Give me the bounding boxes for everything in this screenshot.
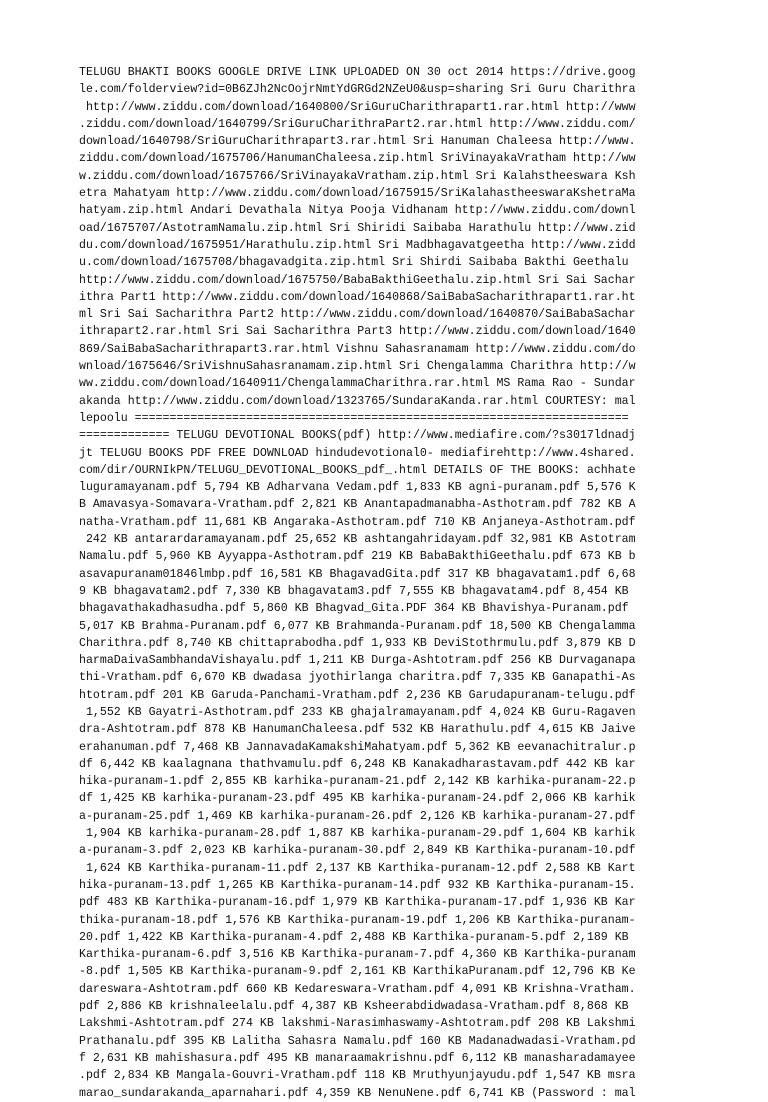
document-text-line: bhagavathakadhasudha.pdf 5,860 KB Bhagvad_Gita.PDF 364 KB Bhavishya-Puranam.pdf [79, 602, 629, 616]
document-text-line: Charithra.pdf 8,740 KB chittaprabodha.pdf 1,933 KB DeviStothrmulu.pdf 3,879 KB D [79, 636, 636, 650]
document-text-line: Karthika-puranam-6.pdf 3,516 KB Karthika-puranam-7.pdf 4,360 KB Karthika-puranam [79, 948, 636, 962]
document-text-line: ml Sri Sai Sacharithra Part2 http://www.ziddu.com/download/1640870/SaiBabaSachar [79, 308, 636, 322]
document-text-line: hika-puranam-1.pdf 2,855 KB karhika-puranam-21.pdf 2,142 KB karhika-puranam-22.p [79, 775, 636, 789]
document-text-line: htotram.pdf 201 KB Garuda-Panchami-Vratham.pdf 2,236 KB Garudapuranam-telugu.pdf [79, 688, 636, 702]
document-text-line: 9 KB bhagavatam2.pdf 7,330 KB bhagavatam3.pdf 7,555 KB bhagavatam4.pdf 8,454 KB [79, 584, 629, 598]
document-text-line: thi-Vratham.pdf 6,670 KB dwadasa jyothirlanga charitra.pdf 7,335 KB Ganapathi-As [79, 671, 636, 685]
document-text-line: hika-puranam-13.pdf 1,265 KB Karthika-puranam-14.pdf 932 KB Karthika-puranam-15. [79, 878, 636, 892]
document-text-line: wnload/1675646/SriVishnuSahasranamam.zip.html Sri Chengalamma Charithra http://w [79, 360, 636, 374]
document-text-line: 1,552 KB Gayatri-Asthotram.pdf 233 KB ghajalramayanam.pdf 4,024 KB Guru-Ragaven [79, 705, 636, 719]
document-text-line: w.ziddu.com/download/1675766/SriVinayakaVratham.zip.html Sri Kalahstheeswara Ksh [79, 169, 636, 183]
document-text-line: .pdf 2,834 KB Mangala-Gouvri-Vratham.pdf 118 KB Mruthyunjayudu.pdf 1,547 KB msra [79, 1069, 636, 1083]
document-text-line: ziddu.com/download/1675706/HanumanChaleesa.zip.html SriVinayakaVratham http://ww [79, 152, 636, 166]
document-text-line: df 6,442 KB kaalagnana thathvamulu.pdf 6,248 KB Kanakadharastavam.pdf 442 KB kar [79, 757, 636, 771]
document-body-text [79, 64, 699, 1102]
document-text-line: .ziddu.com/download/1640799/SriGuruCharithraPart2.rar.html http://www.ziddu.com/ [79, 117, 636, 131]
document-text-line: erahanuman.pdf 7,468 KB JannavadaKamakshiMahatyam.pdf 5,362 KB eevanachitralur.p [79, 740, 636, 754]
document-text-line: asavapuranam01846lmbp.pdf 16,581 KB BhagavadGita.pdf 317 KB bhagavatam1.pdf 6,68 [79, 567, 636, 581]
document-text-line: hatyam.zip.html Andari Devathala Nitya Pooja Vidhanam http://www.ziddu.com/downl [79, 204, 636, 218]
document-text-line: oad/1675707/AstotramNamalu.zip.html Sri Shiridi Saibaba Harathulu http://www.zid [79, 221, 636, 235]
document-text-line: Namalu.pdf 5,960 KB Ayyappa-Asthotram.pdf 219 KB BabaBakthiGeethalu.pdf 673 KB b [79, 550, 636, 564]
document-text-line: -8.pdf 1,505 KB Karthika-puranam-9.pdf 2,161 KB KarthikaPuranam.pdf 12,796 KB Ke [79, 965, 636, 979]
document-text-line: marao_sundarakanda_aparnahari.pdf 4,359 KB NenuNene.pdf 6,741 KB (Password : mal [79, 1086, 636, 1100]
document-text-line: a-puranam-3.pdf 2,023 KB karhika-puranam-30.pdf 2,849 KB Karthika-puranam-10.pdf [79, 844, 636, 858]
document-text-line: harmaDaivaSambhandaVishayalu.pdf 1,211 KB Durga-Ashtotram.pdf 256 KB Durvaganapa [79, 654, 636, 668]
document-text-line: f 2,631 KB mahishasura.pdf 495 KB manaraamakrishnu.pdf 6,112 KB manasharadamayee [79, 1051, 636, 1065]
document-text-line: du.com/download/1675951/Harathulu.zip.html Sri Madbhagavatgeetha http://www.zidd [79, 238, 636, 252]
document-text-line: akanda http://www.ziddu.com/download/1323765/SundaraKanda.rar.html COURTESY: mal [79, 394, 636, 408]
document-text-line: Lakshmi-Ashtotram.pdf 274 KB lakshmi-Narasimhaswamy-Ashtotram.pdf 208 KB Lakshmi [79, 1017, 636, 1031]
document-text-line: 5,017 KB Brahma-Puranam.pdf 6,077 KB Brahmanda-Puranam.pdf 18,500 KB Chengalamma [79, 619, 636, 633]
document-text-line: luguramayanam.pdf 5,794 KB Adharvana Vedam.pdf 1,833 KB agni-puranam.pdf 5,576 K [79, 481, 636, 495]
document-text-line: 242 KB antarardaramayanam.pdf 25,652 KB ashtangahridayam.pdf 32,981 KB Astotram [79, 533, 636, 547]
document-text-line: http://www.ziddu.com/download/1675750/BabaBakthiGeethalu.zip.html Sri Sai Sachar [79, 273, 636, 287]
document-text-line: ithra Part1 http://www.ziddu.com/download/1640868/SaiBabaSacharithrapart1.rar.ht [79, 290, 636, 304]
document-text-line: http://www.ziddu.com/download/1640800/SriGuruCharithrapart1.rar.html http://www [79, 100, 636, 114]
document-text-line: ithrapart2.rar.html Sri Sai Sacharithra Part3 http://www.ziddu.com/download/1640 [79, 325, 636, 339]
document-text-line: 1,624 KB Karthika-puranam-11.pdf 2,137 KB Karthika-puranam-12.pdf 2,588 KB Kart [79, 861, 636, 875]
document-text-line: 1,904 KB karhika-puranam-28.pdf 1,887 KB karhika-puranam-29.pdf 1,604 KB karhik [79, 827, 636, 841]
document-text-line: TELUGU BHAKTI BOOKS GOOGLE DRIVE LINK UPLOADED ON 30 oct 2014 https://drive.goog [79, 66, 636, 79]
document-text-line: Prathanalu.pdf 395 KB Lalitha Sahasra Namalu.pdf 160 KB Madanadwadasi-Vratham.pd [79, 1034, 636, 1048]
document-text-line: 869/SaiBabaSacharithrapart3.rar.html Vishnu Sahasranamam http://www.ziddu.com/do [79, 342, 636, 356]
document-text-line: a-puranam-25.pdf 1,469 KB karhika-puranam-26.pdf 2,126 KB karhika-puranam-27.pdf [79, 809, 636, 823]
document-text-line: dareswara-Ashtotram.pdf 660 KB Kedareswara-Vratham.pdf 4,091 KB Krishna-Vratham. [79, 982, 636, 996]
document-text-line: natha-Vratham.pdf 11,681 KB Angaraka-Asthotram.pdf 710 KB Anjaneya-Asthotram.pdf [79, 515, 636, 529]
document-text-line: pdf 483 KB Karthika-puranam-16.pdf 1,979 KB Karthika-puranam-17.pdf 1,936 KB Kar [79, 896, 636, 910]
document-text-line: download/1640798/SriGuruCharithrapart3.rar.html Sri Hanuman Chaleesa http://www. [79, 135, 636, 149]
document-text-line: 20.pdf 1,422 KB Karthika-puranam-4.pdf 2,488 KB Karthika-puranam-5.pdf 2,189 KB [79, 930, 629, 944]
document-text-line: thika-puranam-18.pdf 1,576 KB Karthika-puranam-19.pdf 1,206 KB Karthika-puranam- [79, 913, 636, 927]
document-text-line: lepoolu ======================================================================= [79, 411, 629, 425]
document-text-line: df 1,425 KB karhika-puranam-23.pdf 495 KB karhika-puranam-24.pdf 2,066 KB karhik [79, 792, 636, 806]
document-text-line: ============= TELUGU DEVOTIONAL BOOKS(pdf) http://www.mediafire.com/?s3017ldnadj [79, 429, 636, 443]
document-text-line: jt TELUGU BOOKS PDF FREE DOWNLOAD hindudevotional0- mediafirehttp://www.4shared. [79, 446, 636, 460]
document-text-line: etra Mahatyam http://www.ziddu.com/download/1675915/SriKalahastheeswaraKshetraMa [79, 187, 636, 201]
document-text-line: ww.ziddu.com/download/1640911/ChengalammaCharithra.rar.html MS Rama Rao - Sundar [79, 377, 636, 391]
document-text-line: le.com/folderview?id=0B6ZJh2NcOojrNmtYdGRGd2NZeU0&usp=sharing Sri Guru Charithra [79, 83, 636, 97]
document-text-line: u.com/download/1675708/bhagavadgita.zip.html Sri Shirdi Saibaba Bakthi Geethalu [79, 256, 629, 270]
document-text-line: pdf 2,886 KB krishnaleelalu.pdf 4,387 KB Ksheerabdidwadasa-Vratham.pdf 8,868 KB [79, 1000, 629, 1014]
document-text-line: dra-Ashtotram.pdf 878 KB HanumanChaleesa.pdf 532 KB Harathulu.pdf 4,615 KB Jaive [79, 723, 636, 737]
document-text-line: B Amavasya-Somavara-Vratham.pdf 2,821 KB Anantapadmanabha-Asthotram.pdf 782 KB A [79, 498, 636, 512]
document-text-line: com/dir/OURNIkPN/TELUGU_DEVOTIONAL_BOOKS_pdf_.html DETAILS OF THE BOOKS: achhate [79, 463, 636, 477]
